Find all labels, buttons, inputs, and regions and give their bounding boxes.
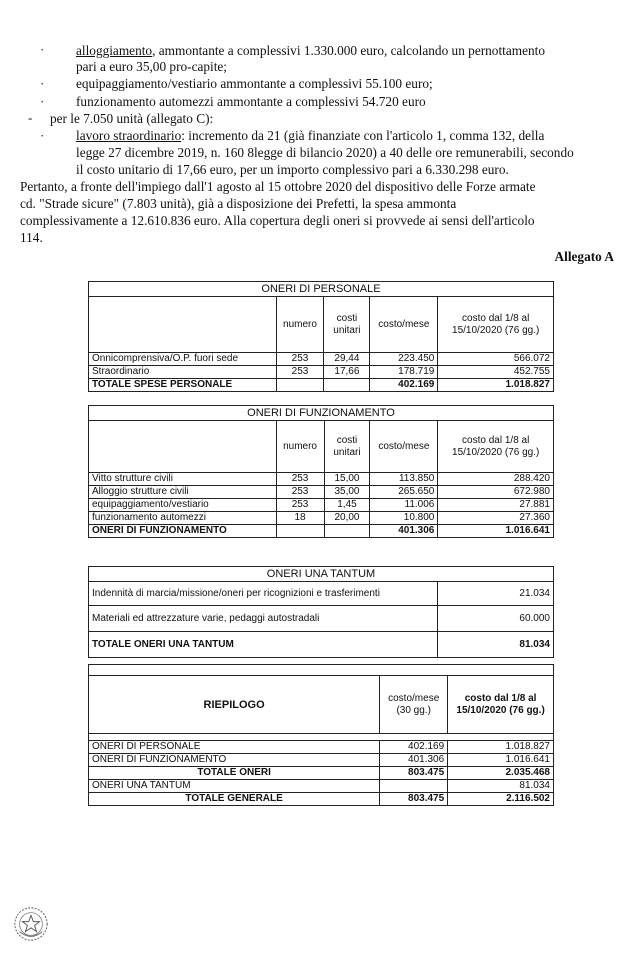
- bullet-straordinario: [76, 127, 544, 144]
- riepilogo-title: RIEPILOGO: [89, 676, 380, 734]
- paragraph-line: Pertanto, a fronte dell'impiego dall'1 agosto al 15 ottobre 2020 del dispositivo delle Forze armate: [20, 179, 536, 194]
- bullet-line: il costo unitario di 17,66 euro, per un importo complessivo pari a 6.330.298 euro.: [76, 162, 509, 177]
- cell-empty: [276, 379, 324, 392]
- cell-numero: 18: [276, 512, 324, 525]
- table-row: [89, 512, 554, 525]
- cell-label: ONERI DI PERSONALE: [89, 741, 380, 754]
- total-label: TOTALE SPESE PERSONALE: [89, 379, 277, 392]
- cell-label: ONERI UNA TANTUM: [89, 780, 380, 793]
- table-row: [89, 486, 554, 499]
- table-spacer: [89, 665, 554, 676]
- cell-periodo: 452.755: [438, 366, 554, 379]
- cell-value: 21.034: [438, 582, 554, 606]
- bullet-dot: ·: [40, 94, 45, 109]
- table-row: [89, 366, 554, 379]
- cell-label: Alloggio strutture civili: [89, 486, 277, 499]
- column-header-costi: costi unitari: [324, 297, 370, 353]
- cell-numero: 253: [276, 486, 324, 499]
- bullet-equipaggiamento: equipaggiamento/vestiario ammontante a complessivi 55.100 euro;: [76, 76, 433, 91]
- table-row: [89, 353, 554, 366]
- table-grand-total-row: [89, 793, 554, 806]
- bullet-line: legge 27 dicembre 2019, n. 160 8legge di bilancio 2020) a 40 delle ore remunerabili, secondo: [76, 145, 574, 160]
- grand-total-mese: 803.475: [380, 793, 448, 806]
- bullet-dot: ·: [40, 42, 45, 57]
- table-spacer: [89, 734, 554, 741]
- cell-numero: 253: [276, 499, 324, 512]
- cell-empty: [324, 525, 370, 538]
- cell-mese: 11.006: [370, 499, 438, 512]
- paragraph-line: complessivamente a 12.610.836 euro. Alla copertura degli oneri si provvede ai sensi dell'articolo: [20, 213, 535, 228]
- cell-label: Indennità di marcia/missione/oneri per ricognizioni e trasferimenti: [89, 582, 438, 606]
- cell-mese: 223.450: [370, 353, 438, 366]
- cell-mese: 10.800: [370, 512, 438, 525]
- total-mese: 401.306: [370, 525, 438, 538]
- cell-label: Vitto strutture civili: [89, 473, 277, 486]
- cell-mese: 265.650: [370, 486, 438, 499]
- column-header-mese: costo/mese (30 gg.): [380, 676, 448, 734]
- column-header-numero: numero: [276, 297, 324, 353]
- cell-mese: 113.850: [370, 473, 438, 486]
- grand-total-label: TOTALE GENERALE: [89, 793, 380, 806]
- allegato-label: Allegato A: [554, 249, 614, 264]
- cell-periodo: 27.881: [438, 499, 554, 512]
- table-title: ONERI DI FUNZIONAMENTO: [89, 406, 554, 421]
- total-label: TOTALE ONERI UNA TANTUM: [89, 632, 438, 658]
- cell-label: ONERI DI FUNZIONAMENTO: [89, 754, 380, 767]
- column-header-mese: costo/mese: [370, 297, 438, 353]
- total-periodo: 2.035.468: [448, 767, 554, 780]
- table-row: [89, 741, 554, 754]
- table-riepilogo: [88, 664, 554, 806]
- cell-unit: 20,00: [324, 512, 370, 525]
- cell-empty: [324, 379, 370, 392]
- cell-periodo: 672.980: [438, 486, 554, 499]
- cell-periodo: 27.360: [438, 512, 554, 525]
- paragraph-line: cd. "Strade sicure" (7.803 unità), già a disposizione dei Prefetti, la spesa ammonta: [20, 196, 457, 211]
- table-total-row: [89, 525, 554, 538]
- column-header-empty: [89, 297, 277, 353]
- column-header-mese: costo/mese: [370, 421, 438, 473]
- total-mese: 803.475: [380, 767, 448, 780]
- cell-periodo: 288.420: [438, 473, 554, 486]
- column-header-periodo: costo dal 1/8 al 15/10/2020 (76 gg.): [448, 676, 554, 734]
- column-header-numero: numero: [276, 421, 324, 473]
- table-oneri-personale: [88, 281, 554, 392]
- cell-value: 60.000: [438, 606, 554, 632]
- bullet-label: alloggiamento: [76, 43, 153, 58]
- cell-unit: 17,66: [324, 366, 370, 379]
- cell-periodo: 1.016.641: [448, 754, 554, 767]
- cell-unit: 29,44: [324, 353, 370, 366]
- bullet-alloggiamento: [76, 42, 545, 59]
- grand-total-periodo: 2.116.502: [448, 793, 554, 806]
- cell-mese: 401.306: [380, 754, 448, 767]
- total-label: ONERI DI FUNZIONAMENTO: [89, 525, 277, 538]
- bullet-funzionamento: funzionamento automezzi ammontante a complessivi 54.720 euro: [76, 94, 426, 109]
- bullet-label: lavoro straordinario: [76, 128, 182, 143]
- bullet-text: : incremento da 21 (già finanziate con l'articolo 1, comma 132, della: [181, 128, 545, 143]
- table-total-row: [89, 632, 554, 658]
- total-label: TOTALE ONERI: [89, 767, 380, 780]
- bullet-text: , ammontante a complessivi 1.330.000 euro, calcolando un pernottamento: [152, 43, 545, 58]
- bullet-line: pari a euro 35,00 pro-capite;: [76, 59, 228, 74]
- cell-unit: 35,00: [324, 486, 370, 499]
- table-row: [89, 473, 554, 486]
- cell-numero: 253: [276, 353, 324, 366]
- total-mese: 402.169: [370, 379, 438, 392]
- table-total-row: [89, 767, 554, 780]
- table-row: [89, 754, 554, 767]
- cell-label: Onnicomprensiva/O.P. fuori sede: [89, 353, 277, 366]
- total-periodo: 1.018.827: [438, 379, 554, 392]
- cell-label: equipaggiamento/vestiario: [89, 499, 277, 512]
- paragraph-line: 114.: [20, 230, 43, 245]
- cell-unit: 15,00: [324, 473, 370, 486]
- table-oneri-una-tantum: [88, 566, 554, 658]
- cell-empty: [380, 780, 448, 793]
- cell-mese: 178.719: [370, 366, 438, 379]
- column-header-periodo: costo dal 1/8 al 15/10/2020 (76 gg.): [438, 421, 554, 473]
- table-total-row: [89, 379, 554, 392]
- cell-label: funzionamento automezzi: [89, 512, 277, 525]
- table-row: [89, 606, 554, 632]
- table-row: [89, 582, 554, 606]
- table-row: [89, 780, 554, 793]
- cell-mese: 402.169: [380, 741, 448, 754]
- cell-unit: 1,45: [324, 499, 370, 512]
- column-header-empty: [89, 421, 277, 473]
- cell-periodo: 566.072: [438, 353, 554, 366]
- table-title: ONERI UNA TANTUM: [89, 567, 554, 582]
- total-periodo: 1.016.641: [438, 525, 554, 538]
- table-title: ONERI DI PERSONALE: [89, 282, 554, 297]
- cell-numero: 253: [276, 366, 324, 379]
- table-row: [89, 499, 554, 512]
- cell-periodo: 81.034: [448, 780, 554, 793]
- cell-empty: [276, 525, 324, 538]
- column-header-costi: costi unitari: [324, 421, 370, 473]
- bullet-dot: ·: [40, 128, 45, 143]
- republic-emblem-icon: [12, 905, 50, 943]
- cell-label: Materiali ed attrezzature varie, pedaggi autostradali: [89, 606, 438, 632]
- dash-item: per le 7.050 unità (allegato C):: [50, 111, 214, 126]
- dash-marker: -: [28, 110, 33, 125]
- cell-periodo: 1.018.827: [448, 741, 554, 754]
- table-oneri-funzionamento: [88, 405, 554, 538]
- total-value: 81.034: [438, 632, 554, 658]
- column-header-periodo: costo dal 1/8 al 15/10/2020 (76 gg.): [438, 297, 554, 353]
- bullet-dot: ·: [40, 76, 45, 91]
- cell-label: Straordinario: [89, 366, 277, 379]
- cell-numero: 253: [276, 473, 324, 486]
